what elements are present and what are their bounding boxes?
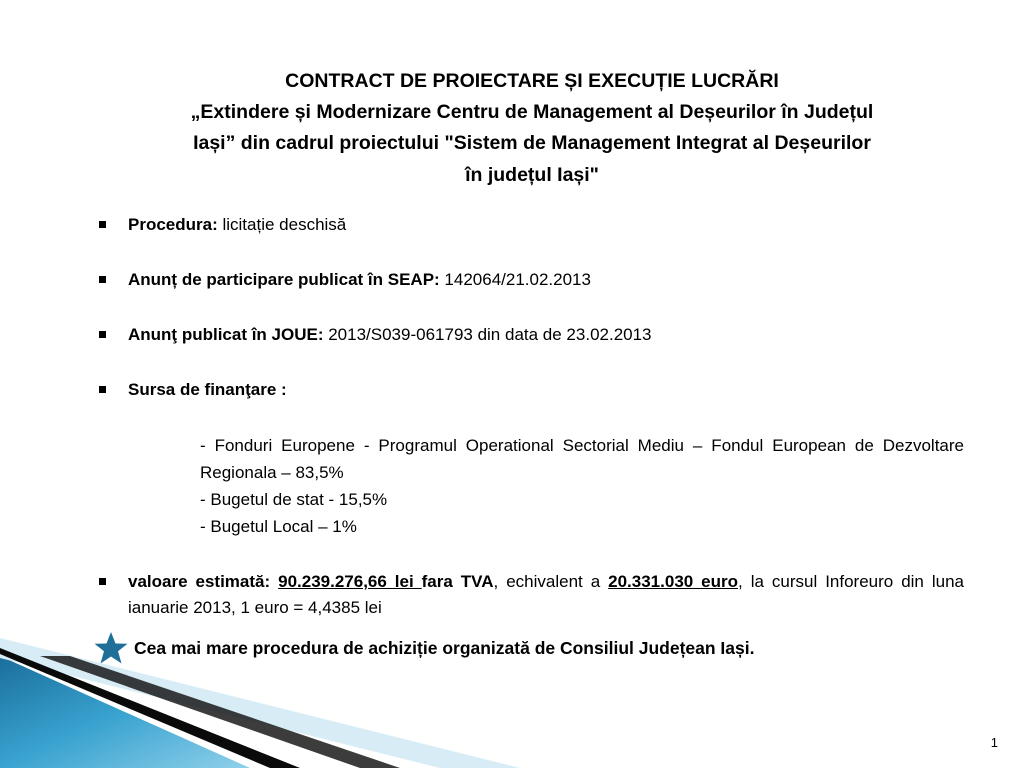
title-line-1: CONTRACT DE PROIECTARE ȘI EXECUȚIE LUCRĂRI bbox=[285, 70, 779, 92]
joue-label: Anunţ publicat în JOUE: bbox=[128, 325, 324, 344]
title-line-4: în județul Iași" bbox=[465, 163, 599, 186]
decorative-corner-graphic bbox=[0, 638, 520, 768]
procedura-value: licitație deschisă bbox=[217, 215, 347, 234]
square-bullet-icon bbox=[99, 331, 106, 338]
bullet-procedura bbox=[96, 214, 964, 236]
bullet-seap bbox=[96, 269, 964, 291]
valoare-amount-lei: 90.239.276,66 lei bbox=[278, 572, 422, 591]
square-bullet-icon bbox=[99, 386, 106, 393]
funding-sources bbox=[96, 432, 964, 540]
procedura-label: Procedura: bbox=[128, 215, 218, 234]
funding-line-3: - Bugetul Local – 1% bbox=[200, 517, 357, 536]
highlight-text: Cea mai mare procedura de achiziție organizată de Consiliul Județean Iași. bbox=[134, 638, 755, 658]
valoare-fara-tva: fara TVA bbox=[421, 572, 494, 591]
title-line-3: Iași” din cadrul proiectului "Sistem de Management Integrat al Deșeurilor bbox=[193, 132, 871, 155]
page-number: 1 bbox=[990, 735, 998, 750]
square-bullet-icon bbox=[99, 578, 106, 585]
bullet-joue bbox=[96, 324, 964, 346]
bullet-sursa bbox=[96, 379, 964, 401]
valoare-mid: , echivalent a bbox=[493, 572, 609, 591]
seap-value: 142064/21.02.2013 bbox=[439, 270, 591, 289]
seap-label: Anunț de participare publicat în SEAP: bbox=[128, 270, 440, 289]
valoare-rest: , la cursul Inforeuro din luna ianuarie 2013, 1 euro = 4,4385 lei bbox=[128, 572, 964, 617]
bullet-valoare bbox=[96, 569, 964, 621]
valoare-label: valoare estimată: bbox=[128, 572, 271, 591]
joue-value: 2013/S039-061793 din data de 23.02.2013 bbox=[323, 325, 652, 344]
slide-title bbox=[70, 66, 994, 191]
funding-line-2: - Bugetul de stat - 15,5% bbox=[200, 490, 388, 509]
valoare-amount-euro: 20.331.030 euro bbox=[608, 572, 739, 591]
sursa-label: Sursa de finanţare : bbox=[128, 380, 287, 399]
title-line-2: „Extindere și Modernizare Centru de Management al Deșeurilor în Județul bbox=[190, 101, 874, 124]
funding-line-1: - Fonduri Europene - Programul Operational Sectorial Mediu – Fondul European de Dezvoltare Regionala – 83,5% bbox=[200, 436, 964, 482]
square-bullet-icon bbox=[99, 221, 106, 228]
square-bullet-icon bbox=[99, 276, 106, 283]
